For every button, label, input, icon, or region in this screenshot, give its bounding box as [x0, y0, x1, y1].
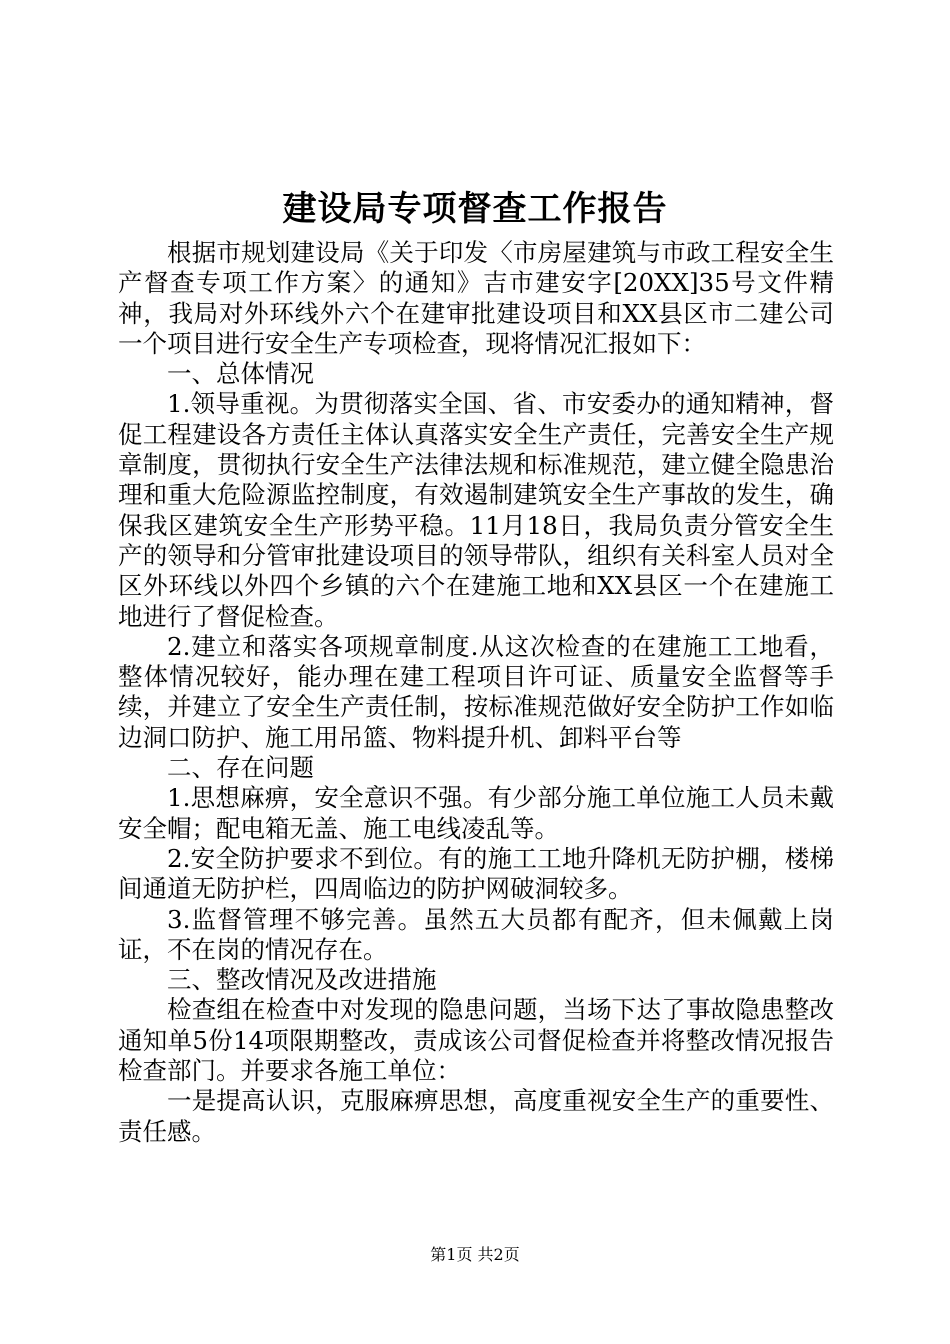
document-title: 建设局专项督查工作报告	[282, 189, 668, 229]
section-heading-overview: 一、总体情况	[167, 359, 314, 389]
page-footer: 第1页 共2页	[430, 1245, 520, 1264]
paragraph-requirement-1: 一是提高认识，克服麻痹思想，高度重视安全生产的重要性、责任感。	[118, 1086, 834, 1146]
paragraph-problem-1: 1.思想麻痹，安全意识不强。有少部分施工单位施工人员未戴安全帽；配电箱无盖、施工电线凌乱等。	[118, 783, 834, 843]
paragraph-problem-2: 2.安全防护要求不到位。有的施工工地升降机无防护棚，楼梯间通道无防护栏，四周临边的防护网破洞较多。	[118, 843, 834, 904]
paragraph-regulations: 2.建立和落实各项规章制度.从这次检查的在建施工工地看，整体情况较好，能办理在建工程项目许可证、质量安全监督等手续，并建立了安全生产责任制，按标准规范做好安全防护工作如临边洞口防护、施工用吊篮、物料提升机、卸料平台等	[118, 631, 834, 752]
paragraph-problem-3: 3.监督管理不够完善。虽然五大员都有配齐，但未佩戴上岗证，不在岗的情况存在。	[118, 904, 834, 964]
section-heading-rectification: 三、整改情况及改进措施	[167, 965, 437, 995]
paragraph-leadership: 1.领导重视。为贯彻落实全国、省、市安委办的通知精神，督促工程建设各方责任主体认真落实安全生产责任，完善安全生产规章制度，贯彻执行安全生产法律法规和标准规范，建立健全隐患治理和重大危险源监控制度，有效遏制建筑安全生产事故的发生，确保我区建筑安全生产形势平稳。11月18日，我局负责分管安全生产的领导和分管审批建设项目的领导带队，组织有关科室人员对全区外环线以外四个乡镇的六个在建施工地和XX县区一个在建施工地进行了督促检查。	[118, 389, 834, 631]
document-body	[118, 238, 834, 1147]
paragraph-intro: 根据市规划建设局《关于印发〈市房屋建筑与市政工程安全生产督查专项工作方案〉的通知》吉市建安字[20XX]35号文件精神，我局对外环线外六个在建审批建设项目和XX县区市二建公司一个项目进行安全生产专项检查，现将情况汇报如下：	[118, 238, 834, 358]
paragraph-rectification: 检查组在检查中对发现的隐患问题，当场下达了事故隐患整改通知单5份14项限期整改，责成该公司督促检查并将整改情况报告检查部门。并要求各施工单位：	[118, 995, 834, 1086]
section-heading-problems: 二、存在问题	[167, 753, 314, 783]
